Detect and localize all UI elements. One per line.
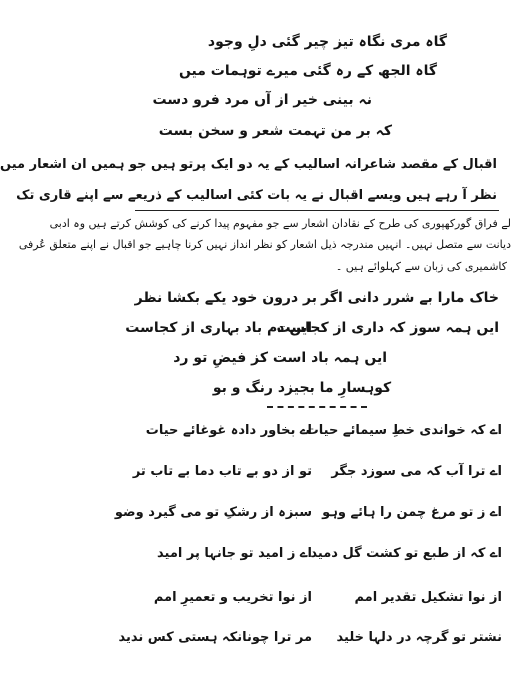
footnote-divider [135, 210, 499, 211]
single-verse-1: ایں ہمہ باد است کز فیضِ تو رد [173, 350, 387, 366]
couplet-2-left: ایں دم باد بہاری از کجاست [125, 320, 312, 336]
couplet-2-right: ایں ہمہ سوز کہ داری از کجاست [276, 320, 499, 336]
ghazal-6-right: نشتر تو گرچہ در دلہا خلید [336, 630, 502, 645]
ghazal-5-left: از نوا تخریب و تعمیرِ امم [153, 590, 312, 605]
ghazal-1-left: اے بخاور دادہ غوغائے حیات [145, 423, 312, 438]
footnote-line-3: کاشمیری کی زبان سے کہلوائے ہیں ۔ [335, 260, 507, 273]
ghazal-5-right: از نوا تشکیل تقدیر امم [354, 590, 502, 605]
couplet-1-right: خاک مارا بے شرر دانی اگر [321, 290, 499, 306]
ghazal-3-right: اے ز تو مرغ چمن را ہائے وہو [322, 505, 502, 520]
single-verse-2: کوہسارِ ما بجیزد رنگ و بو [212, 380, 392, 396]
footnote-line-2: دیانت سے متصل نہیں۔ انہیں مندرجہ ذیل اشعار کو نظر انداز نہیں کرنا چاہیے جو اقبال نے اپنے متعلق عُرفی [18, 238, 511, 251]
ghazal-2-right: اے ترا آب کہ می سوزد جگر [331, 464, 502, 479]
intro-line-2: نظر آ رہے ہیں ویسے اقبال نے یہ بات کئی اسالیب کے ذریعے سے اپنے قاری تک [16, 188, 497, 203]
couplet-1-left: بر درون خود یکے بکشا نظر [134, 290, 317, 306]
ghazal-6-left: مر ترا چونانکہ ہستی کس ندید [118, 630, 312, 645]
intro-line-1: اقبال کے مقصد شاعرانہ اسالیب کے یہ دو ایک پرتو ہیں جو ہمیں ان اشعار میں [0, 157, 497, 172]
ghazal-3-left: سبزہ از رشکِ تو می گیرد وضو [114, 505, 312, 520]
verse-line-3: نہ بینی خیر از آں مرد فرو دست [152, 92, 372, 108]
ghazal-4-left: اے ز امید تو جانہا پر امید [157, 546, 312, 561]
ghazal-4-right: اے کہ از طبع تو کشت گل دمید [310, 546, 502, 561]
section-separator [267, 406, 367, 408]
ghazal-1-right: اے کہ خواندی خطِ سیمائے حیات [305, 423, 502, 438]
verse-line-2: گاہ الجھ کے رہ گئی میرے توہمات میں [178, 63, 437, 79]
verse-line-4: کہ بر من تہمت شعر و سخن بست [158, 123, 392, 139]
verse-line-1: گاہ مری نگاہ تیز چیر گئی دلِ وجود [207, 34, 447, 50]
ghazal-2-left: تو از دو بے تاب دما بے تاب تر [132, 464, 312, 479]
footnote-line-1: لے فراق گورکھپوری کی طرح کے نقادان اشعار سے جو مفہوم پیدا کرنے کی کوشش کرتے ہیں وہ ادبی [49, 217, 511, 230]
